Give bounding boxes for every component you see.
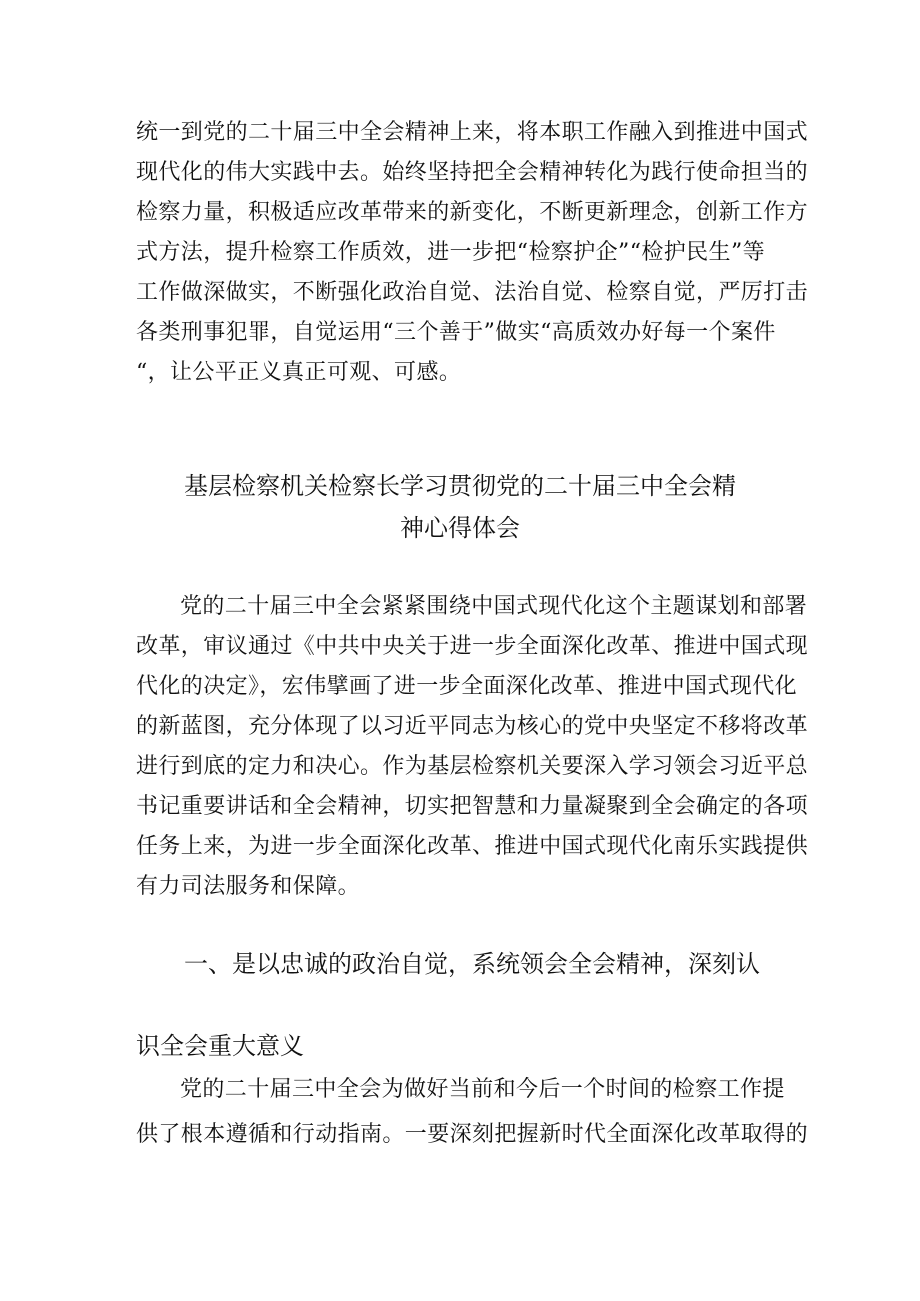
text-line: 检察力量，积极适应改革带来的新变化，不断更新理念，创新工作方: [136, 200, 809, 225]
text-line: 书记重要讲话和全会精神，切实把智慧和力量凝聚到全会确定的各项: [136, 794, 809, 819]
text-line: 代化的决定》，宏伟擘画了进一步全面深化改革、推进中国式现代化: [136, 674, 798, 699]
text-line: 各类刑事犯罪，自觉运用“三个善于”做实“高质效办好每一个案件: [136, 320, 776, 345]
text-line: 进行到底的定力和决心。作为基层检察机关要深入学习领会习近平总: [136, 754, 809, 779]
text-line: 任务上来，为进一步全面深化改革、推进中国式现代化南乐实践提供: [136, 834, 809, 859]
article-title-line: 基层检察机关检察长学习贯彻党的二十届三中全会精: [184, 472, 736, 500]
text-line: 工作做深做实，不断强化政治自觉、法治自觉、检察自觉，严厉打击: [136, 280, 809, 305]
text-line: 式方法，提升检察工作质效，进一步把“检察护企”“检护民生”等: [136, 240, 765, 265]
text-line: 改革，审议通过《中共中央关于进一步全面深化改革、推进中国式现: [136, 634, 809, 659]
text-line: 统一到党的二十届三中全会精神上来，将本职工作融入到推进中国式: [136, 120, 809, 145]
text-line: 党的二十届三中全会为做好当前和今后一个时间的检察工作提: [180, 1077, 785, 1102]
text-line: “，让公平正义真正可观、可感。: [136, 360, 462, 385]
text-line: 党的二十届三中全会紧紧围绕中国式现代化这个主题谋划和部署: [180, 594, 808, 619]
text-line: 现代化的伟大实践中去。始终坚持把全会精神转化为践行使命担当的: [136, 160, 809, 185]
text-line: 有力司法服务和保障。: [136, 874, 361, 899]
text-line: 供了根本遵循和行动指南。一要深刻把握新时代全面深化改革取得的: [136, 1122, 809, 1147]
section-heading-line: 识全会重大意义: [136, 1032, 304, 1060]
section-heading-line: 一、是以忠诚的政治自觉，系统领会全会精神，深刻认: [184, 950, 760, 978]
text-line: 的新蓝图，充分体现了以习近平同志为核心的党中央坚定不移将改革: [136, 714, 809, 739]
article-title-line: 神心得体会: [400, 514, 520, 542]
